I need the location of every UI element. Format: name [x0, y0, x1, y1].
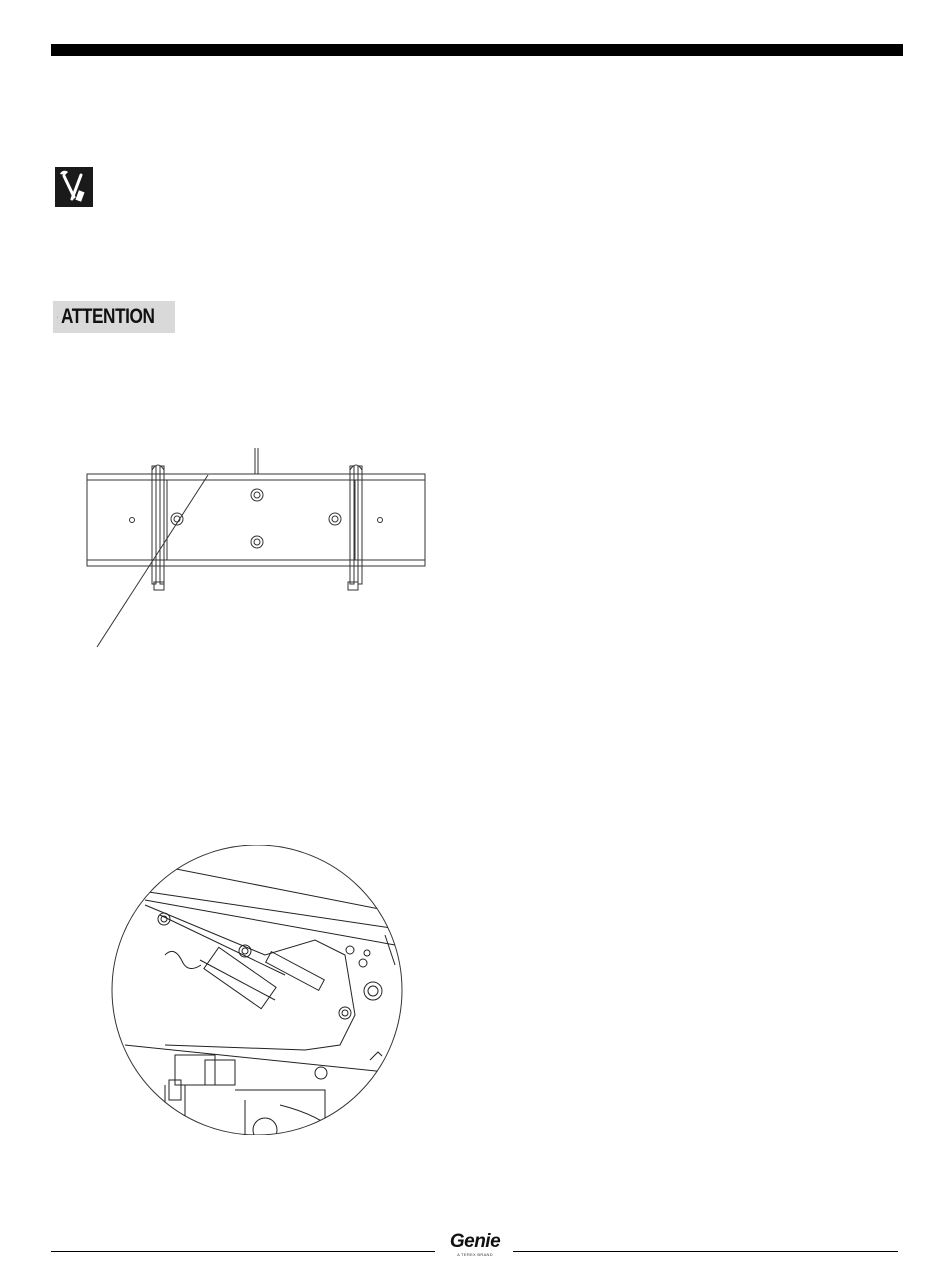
header-rule	[51, 44, 903, 56]
logo-tagline: A TEREX BRAND	[457, 1252, 493, 1257]
genie-logo	[440, 1232, 510, 1262]
attention-text: ATTENTION	[60, 305, 155, 328]
boom-detail-illustration	[105, 845, 410, 1135]
u-bolt-channel-illustration	[80, 440, 440, 660]
wrench-screwdriver-icon	[55, 167, 93, 207]
attention-label	[53, 301, 175, 333]
footer-rule-right	[513, 1251, 898, 1252]
warning-triangle-icon	[57, 309, 58, 325]
logo-wordmark: Genie	[449, 1231, 501, 1252]
footer-rule-left	[51, 1251, 435, 1252]
